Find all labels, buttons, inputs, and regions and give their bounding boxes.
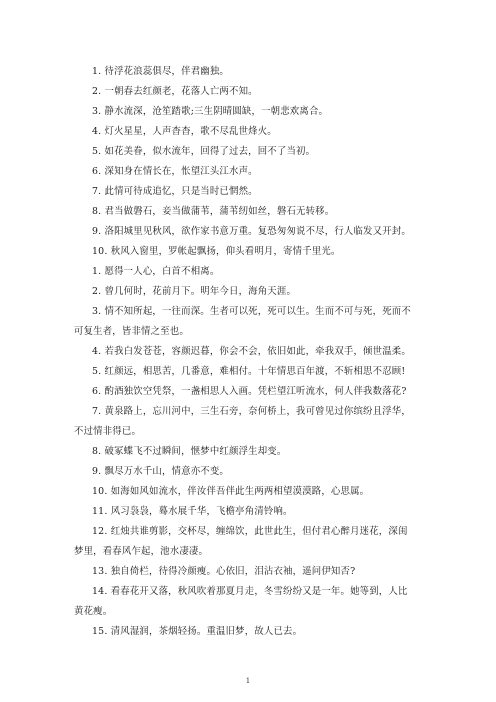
numbered-line: 8. 破冢蝶飞不过瞬间，惬梦中红颜浮生却变。 <box>92 446 287 457</box>
numbered-line: 2. 曾几何时，花前月下。明年今日，海角天涯。 <box>92 286 297 297</box>
numbered-line: 6. 深知身在情长在，怅望江头江水声。 <box>92 166 258 177</box>
numbered-line: 11. 风习袅袅，蓦水展千华，飞檐亭角清铃响。 <box>92 506 293 517</box>
continuation-line: 不过情非得已。 <box>74 426 142 437</box>
numbered-line: 9. 飘尽万水千山，情意亦不变。 <box>92 466 230 477</box>
numbered-line: 1. 待浮花浪蕊俱尽，伴君幽独。 <box>92 66 230 77</box>
numbered-line: 10. 秋风入窗里，罗帐起飘扬，仰头看明月，寄情千里光。 <box>92 246 341 257</box>
numbered-line: 1. 愿得一人心，白首不相离。 <box>92 266 220 277</box>
document-body <box>74 62 424 642</box>
numbered-line: 5. 如花美眷，似水流年，回得了过去，回不了当初。 <box>92 146 316 157</box>
numbered-line: 3. 静水流深，沧笙踏歌;三生阴晴圆缺，一朝悲欢离合。 <box>92 106 329 117</box>
numbered-line: 4. 若我白发苍苍，容颜迟暮，你会不会，依旧如此，牵我双手，倾世温柔。 <box>92 346 411 357</box>
numbered-line: 13. 独自倚栏，待得冷颜瘦。心依旧，泪沾衣袖，遥问伊知否? <box>92 566 356 577</box>
numbered-line: 9. 洛阳城里见秋风，欲作家书意万重。复恐匆匆说不尽，行人临发又开封。 <box>92 226 411 237</box>
numbered-line: 6. 酌酒独饮空凭祭，一盏相思人入画。凭栏望江听流水，何人伴我数落花? <box>92 386 407 397</box>
continuation-line: 可复生者，皆非情之至也。 <box>74 326 189 337</box>
numbered-line: 5. 红颜远，相思苦，几番意，难相付。十年情思百年渡，不斩相思不忍顾! <box>92 366 406 377</box>
numbered-line: 7. 黄泉路上，忘川河中，三生石旁，奈何桥上，我可曾见过你缤纷且浮华， <box>92 406 411 417</box>
continuation-line: 黄花瘦。 <box>74 606 113 617</box>
numbered-line: 3. 情不知所起，一往而深。生者可以死，死可以生。生而不可与死，死而不 <box>92 306 411 317</box>
numbered-line: 7. 此情可待成追忆，只是当时已惘然。 <box>92 186 258 197</box>
numbered-line: 2. 一朝春去红颜老，花落人亡两不知。 <box>92 86 258 97</box>
numbered-line: 4. 灯火星星，人声杳杳，歌不尽乱世烽火。 <box>92 126 277 137</box>
numbered-line: 15. 清风湿润，茶烟轻扬。重温旧梦，故人已去。 <box>92 626 303 637</box>
numbered-line: 14. 看春花开又落，秋风吹着那夏月走，冬雪纷纷又是一年。她等到，人比 <box>92 586 408 597</box>
numbered-line: 10. 如海如风如流水，伴汝伴吾伴此生两两相望漠漠路，心思属。 <box>92 486 370 497</box>
page-number: 1 <box>245 677 251 685</box>
numbered-line: 8. 君当做磐石，妾当做蒲苇，蒲苇纫如丝，磐石无转移。 <box>92 206 335 217</box>
continuation-line: 梦里，看春风乍起，池水凄凄。 <box>74 546 209 557</box>
numbered-line: 12. 红烛共谁剪影，交杯尽，缠绵饮，此世此生，但付君心醉月迷花，深闺 <box>92 526 408 537</box>
